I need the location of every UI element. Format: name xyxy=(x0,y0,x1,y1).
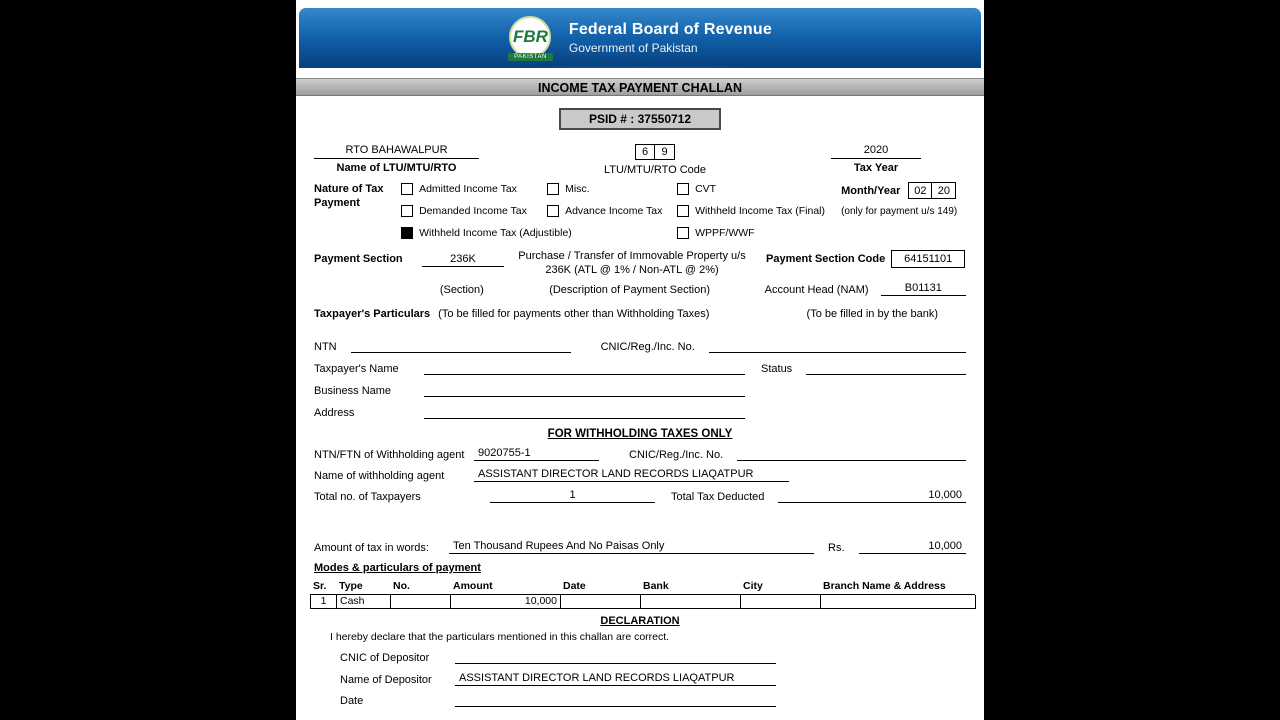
taxpayer-name-label: Taxpayer's Name xyxy=(314,362,399,375)
cell-no[interactable] xyxy=(391,595,451,609)
cell-type: Cash xyxy=(337,595,391,609)
psid-badge: PSID # : 37550712 xyxy=(559,108,721,130)
fbr-logo xyxy=(508,16,553,61)
status-label: Status xyxy=(761,362,793,375)
col-branch: Branch Name & Address xyxy=(823,579,946,592)
total-taxpayers-label: Total no. of Taxpayers xyxy=(314,490,421,503)
checkbox-icon[interactable] xyxy=(677,205,689,217)
option-cvt[interactable] xyxy=(677,182,841,195)
withholding-agent-label: Name of withholding agent xyxy=(314,469,445,482)
withholding-totals-row xyxy=(314,488,966,503)
taxpayer-name-field[interactable] xyxy=(424,360,745,375)
col-city: City xyxy=(743,579,763,592)
nature-of-tax-label: Nature of Tax Payment xyxy=(314,183,384,210)
checkbox-icon[interactable] xyxy=(677,183,689,195)
option-advance-income-tax[interactable] xyxy=(547,204,677,217)
office-name-label: Name of LTU/MTU/RTO xyxy=(336,162,457,174)
option-label: WPPF/WWF xyxy=(695,226,755,239)
office-name-block xyxy=(314,144,479,174)
option-label: Withheld Income Tax (Adjustible) xyxy=(419,226,572,239)
org-subtitle: Government of Pakistan xyxy=(568,41,698,55)
tax-year-field[interactable]: 2020 xyxy=(831,144,921,159)
total-tax-deducted-field[interactable]: 10,000 xyxy=(778,488,966,503)
address-label: Address xyxy=(314,406,355,419)
amount-in-words-field[interactable]: Ten Thousand Rupees And No Paisas Only xyxy=(449,539,814,554)
withholding-ntn-field[interactable]: 9020755-1 xyxy=(474,446,599,461)
name-of-depositor-row xyxy=(340,671,966,686)
office-code-block xyxy=(479,144,831,176)
address-row xyxy=(314,404,966,419)
tax-year-label: Tax Year xyxy=(853,162,899,174)
amount-in-words-label: Amount of tax in words: xyxy=(314,541,429,554)
total-tax-deducted-label: Total Tax Deducted xyxy=(671,490,765,503)
taxpayer-particulars-row xyxy=(314,308,966,320)
account-head-label: Account Head (NAM) xyxy=(764,283,869,296)
date-row xyxy=(340,692,966,707)
month-year-block xyxy=(841,182,966,239)
total-taxpayers-field[interactable]: 1 xyxy=(490,488,655,503)
name-of-depositor-label: Name of Depositor xyxy=(340,673,432,686)
col-date: Date xyxy=(563,579,586,592)
date-field[interactable] xyxy=(455,692,776,707)
fbr-logo-text: FBR xyxy=(512,26,548,46)
bank-fill-note: (To be filled in by the bank) xyxy=(806,307,938,320)
tax-year-block xyxy=(831,144,921,174)
withholding-ntn-row xyxy=(314,446,966,461)
option-withheld-income-tax-adjustible[interactable] xyxy=(401,226,572,239)
description-caption: (Description of Payment Section) xyxy=(549,283,710,296)
account-head-field[interactable]: B01131 xyxy=(881,281,966,296)
payment-caption-row xyxy=(314,281,966,296)
taxpayer-name-row xyxy=(314,360,966,375)
cnic-label: CNIC/Reg./Inc. No. xyxy=(600,340,695,353)
modes-of-payment-title: Modes & particulars of payment xyxy=(314,561,481,574)
checkbox-icon[interactable] xyxy=(547,205,559,217)
business-name-row xyxy=(314,382,966,397)
name-of-depositor-field[interactable]: ASSISTANT DIRECTOR LAND RECORDS LIAQATPUR xyxy=(455,671,776,686)
business-name-label: Business Name xyxy=(314,384,392,397)
office-name-field[interactable]: RTO BAHAWALPUR xyxy=(314,144,479,159)
checkbox-checked-icon[interactable] xyxy=(401,227,413,239)
org-title-block xyxy=(569,21,772,55)
payment-section-label: Payment Section xyxy=(314,253,403,265)
office-code-digit-1[interactable]: 6 xyxy=(635,144,655,160)
option-withheld-income-tax-final[interactable] xyxy=(677,204,841,217)
option-label: Misc. xyxy=(565,182,590,195)
month-field[interactable]: 02 xyxy=(908,182,932,199)
fbr-header-banner xyxy=(299,8,981,68)
withholding-agent-row xyxy=(314,467,966,482)
office-code-digit-2[interactable]: 9 xyxy=(655,144,675,160)
taxpayer-particulars-label: Taxpayer's Particulars xyxy=(314,307,431,320)
withholding-ntn-label: NTN/FTN of Withholding agent xyxy=(314,448,465,461)
payment-modes-table xyxy=(310,580,975,609)
rupees-label: Rs. xyxy=(828,541,845,554)
col-amount: Amount xyxy=(453,579,493,592)
option-label: Advance Income Tax xyxy=(565,204,663,217)
option-label: Admitted Income Tax xyxy=(419,182,517,195)
withholding-cnic-field[interactable] xyxy=(737,446,966,461)
payment-section-code-field[interactable]: 64151101 xyxy=(891,250,965,268)
checkbox-icon[interactable] xyxy=(677,227,689,239)
section-caption: (Section) xyxy=(439,283,484,296)
cell-branch[interactable] xyxy=(821,595,976,609)
ntn-field[interactable] xyxy=(351,338,571,353)
month-year-label: Month/Year xyxy=(841,184,901,197)
option-misc[interactable] xyxy=(547,182,677,195)
fbr-logo-circle-icon xyxy=(509,16,551,58)
option-label: CVT xyxy=(695,182,717,195)
cell-date[interactable] xyxy=(561,595,641,609)
table-header-row xyxy=(310,580,975,595)
payment-section-code-label: Payment Section Code xyxy=(766,253,886,265)
checkbox-icon[interactable] xyxy=(547,183,559,195)
cnic-of-depositor-field[interactable] xyxy=(455,649,776,664)
option-admitted-income-tax[interactable] xyxy=(401,182,547,195)
month-year-boxes xyxy=(908,182,956,199)
withholding-agent-field[interactable]: ASSISTANT DIRECTOR LAND RECORDS LIAQATPUR xyxy=(474,467,789,482)
nature-checkbox-grid xyxy=(401,182,841,239)
cell-city[interactable] xyxy=(741,595,821,609)
cell-sr: 1 xyxy=(311,595,337,609)
status-field[interactable] xyxy=(806,360,966,375)
cell-bank[interactable] xyxy=(641,595,741,609)
table-row xyxy=(310,595,975,609)
col-no: No. xyxy=(393,579,410,592)
cell-amount: 10,000 xyxy=(451,595,561,609)
payment-section-description: Purchase / Transfer of Immovable Property u/s 236K (ATL @ 1% / Non-ATL @ 2%) xyxy=(518,250,746,277)
document-title: INCOME TAX PAYMENT CHALLAN xyxy=(296,78,984,96)
option-demanded-income-tax[interactable] xyxy=(401,204,547,217)
checkbox-icon[interactable] xyxy=(401,183,413,195)
year-field[interactable]: 20 xyxy=(932,182,956,199)
address-field[interactable] xyxy=(424,404,745,419)
amount-in-words-row xyxy=(314,539,966,554)
payment-section-field[interactable]: 236K xyxy=(422,252,504,267)
withholding-section-title: FOR WITHHOLDING TAXES ONLY xyxy=(547,427,733,440)
org-name: Federal Board of Revenue xyxy=(568,21,772,38)
nature-of-tax-section xyxy=(314,182,966,239)
office-row xyxy=(314,144,966,176)
payment-149-note: (only for payment u/s 149) xyxy=(841,206,958,217)
business-name-field[interactable] xyxy=(424,382,745,397)
option-wppf-wwf[interactable] xyxy=(677,226,841,239)
col-type: Type xyxy=(339,579,363,592)
grid-spacer xyxy=(547,226,677,239)
option-label: Demanded Income Tax xyxy=(419,204,527,217)
amount-figure-field[interactable]: 10,000 xyxy=(859,539,967,554)
office-code-boxes xyxy=(635,144,675,160)
taxpayer-particulars-note: (To be filled for payments other than Withholding Taxes) xyxy=(438,307,710,320)
cnic-field[interactable] xyxy=(709,338,966,353)
date-label: Date xyxy=(340,694,364,707)
col-sr: Sr. xyxy=(313,579,327,592)
challan-document xyxy=(296,0,984,720)
ntn-label: NTN xyxy=(314,340,337,353)
office-code-label: LTU/MTU/RTO Code xyxy=(603,164,707,176)
payment-section-row xyxy=(314,249,966,278)
col-bank: Bank xyxy=(643,579,669,592)
fbr-logo-ribbon: PAKISTAN xyxy=(508,53,553,61)
declaration-statement: I hereby declare that the particulars mentioned in this challan are correct. xyxy=(330,630,670,643)
checkbox-icon[interactable] xyxy=(401,205,413,217)
cnic-of-depositor-row xyxy=(340,649,966,664)
cnic-of-depositor-label: CNIC of Depositor xyxy=(340,651,430,664)
withholding-cnic-label: CNIC/Reg./Inc. No. xyxy=(629,448,724,461)
declaration-title: DECLARATION xyxy=(600,614,680,627)
ntn-row xyxy=(314,338,966,353)
option-label: Withheld Income Tax (Final) xyxy=(695,204,826,217)
